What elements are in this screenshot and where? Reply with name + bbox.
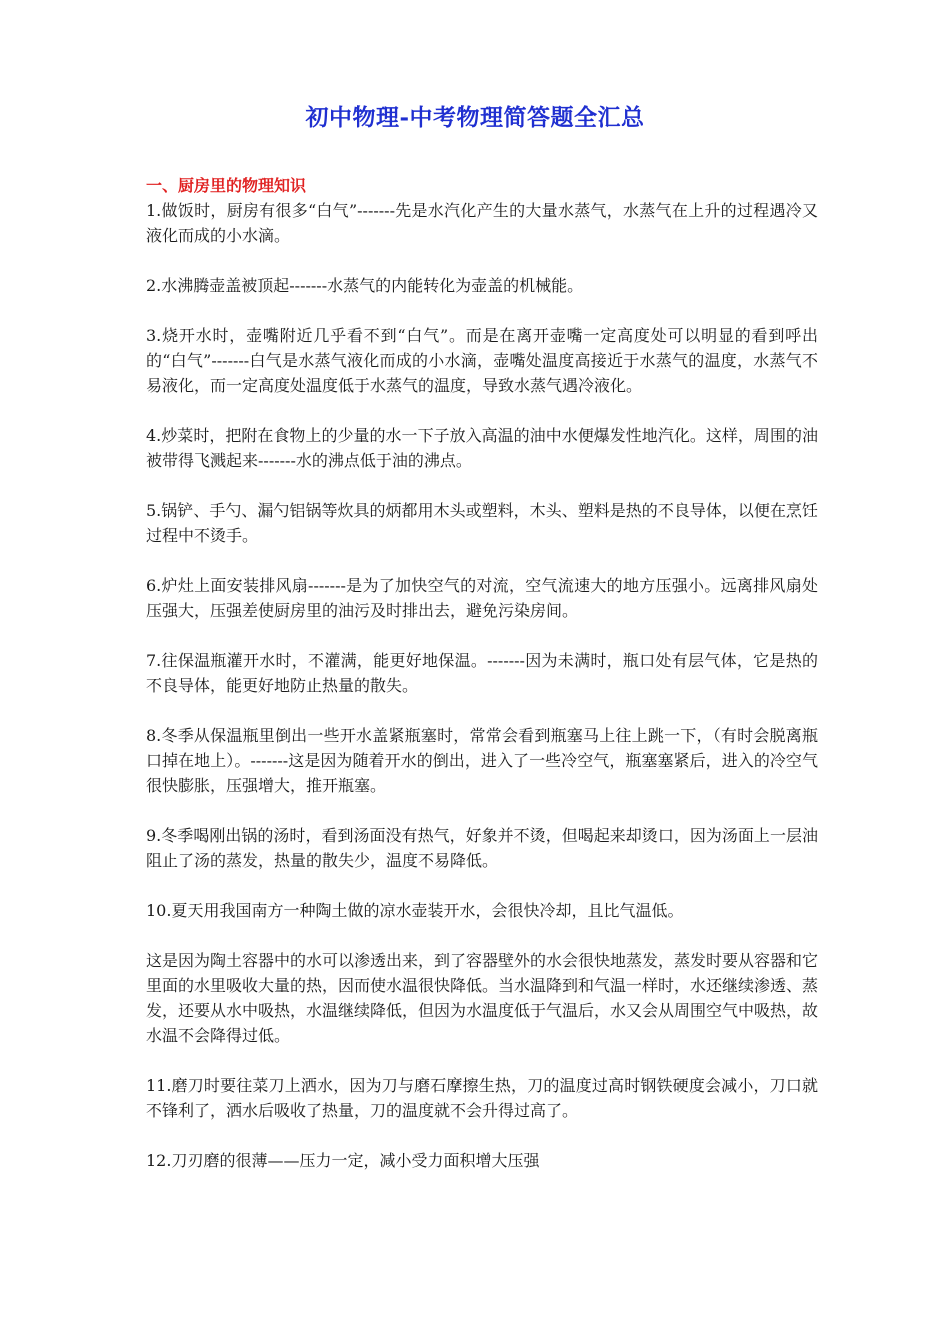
paragraph-11: 11.磨刀时要往菜刀上洒水，因为刀与磨石摩擦生热，刀的温度过高时钢铁硬度会减小，刀口就不锋利了，洒水后吸收了热量，刀的温度就不会升得过高了。 [146, 1076, 818, 1120]
paragraph-10-explanation: 这是因为陶土容器中的水可以渗透出来，到了容器壁外的水会很快地蒸发，蒸发时要从容器和它里面的水里吸收大量的热，因而使水温很快降低。当水温降到和气温一样时，水还继续渗透、蒸发，还要从水中吸热，水温继续降低，但因为水温度低于气温后，水又会从周围空气中吸热，故水温不会降得过低。 [146, 951, 819, 1045]
section-heading: 一、厨房里的物理知识 [146, 176, 307, 195]
paragraph-1: 1.做饭时，厨房有很多“白气”-------先是水汽化产生的大量水蒸气，水蒸气在上升的过程遇冷又液化而成的小水滴。 [146, 201, 818, 245]
document-body [146, 173, 818, 1198]
paragraph-6: 6.炉灶上面安装排风扇-------是为了加快空气的对流，空气流速大的地方压强小。远离排风扇处压强大，压强差使厨房里的油污及时排出去，避免污染房间。 [146, 576, 818, 620]
paragraph-4: 4.炒菜时，把附在食物上的少量的水一下子放入高温的油中水便爆发性地汽化。这样，周围的油被带得飞溅起来-------水的沸点低于油的沸点。 [146, 426, 818, 470]
paragraph-7: 7.往保温瓶灌开水时，不灌满，能更好地保温。-------因为未满时，瓶口处有层气体，它是热的不良导体，能更好地防止热量的散失。 [146, 651, 818, 695]
paragraph-2: 2.水沸腾壶盖被顶起-------水蒸气的内能转化为壶盖的机械能。 [146, 276, 584, 295]
paragraph-5: 5.锅铲、手勺、漏勺铝锅等炊具的炳都用木头或塑料，木头、塑料是热的不良导体，以便在烹饪过程中不烫手。 [146, 501, 818, 545]
document-title: 初中物理-中考物理简答题全汇总 [305, 104, 645, 131]
paragraph-3: 3.烧开水时，壶嘴附近几乎看不到“白气”。而是在离开壶嘴一定高度处可以明显的看到呼出的“白气”-------白气是水蒸气液化而成的小水滴，壶嘴处温度高接近于水蒸气的温度，水蒸气不易液化，而一定高度处温度低于水蒸气的温度，导致水蒸气遇冷液化。 [146, 326, 818, 395]
paragraph-12: 12.刀刃磨的很薄——压力一定，减小受力面积增大压强 [146, 1151, 540, 1170]
paragraph-8: 8.冬季从保温瓶里倒出一些开水盖紧瓶塞时，常常会看到瓶塞马上往上跳一下，（有时会脱离瓶口掉在地上）。-------这是因为随着开水的倒出，进入了一些冷空气，瓶塞塞紧后，进入的冷空气很快膨胀，压强增大，推开瓶塞。 [146, 726, 818, 795]
paragraph-10: 10.夏天用我国南方一种陶土做的凉水壶装开水，会很快冷却，且比气温低。 [146, 901, 684, 920]
paragraph-9: 9.冬季喝刚出锅的汤时，看到汤面没有热气，好象并不烫，但喝起来却烫口，因为汤面上一层油阻止了汤的蒸发，热量的散失少，温度不易降低。 [146, 826, 818, 870]
